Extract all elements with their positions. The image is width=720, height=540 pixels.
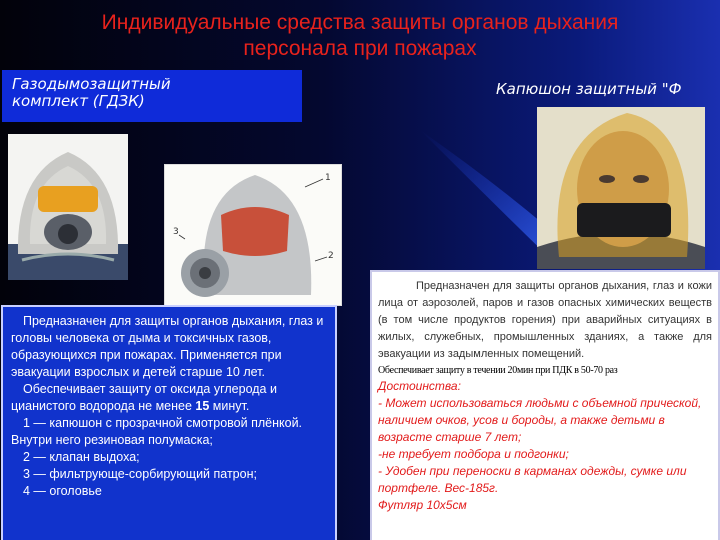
gdzk-description bbox=[1, 305, 337, 540]
title-line-1: Индивидуальные средства защиты органов дыхания bbox=[101, 11, 619, 34]
gdzk-part-1: 1 — капюшон с прозрачной смотровой плёнкой. Внутри него резиновая полумаска; bbox=[11, 416, 303, 447]
hood-advantage-1: - Может использоваться людьми с объемной прической, наличием очков, усов и бороды, а также детьми в возрасте старше 7 лет; bbox=[378, 396, 702, 444]
gdzk-part-2: 2 — клапан выдоха; bbox=[23, 450, 140, 464]
gdzk-protection-unit: минут. bbox=[209, 399, 250, 413]
photo-gdzk-diagram bbox=[164, 164, 342, 306]
gdzk-protection-text: Обеспечивает защиту от оксида углерода и цианистого водорода не менее bbox=[11, 382, 277, 413]
hood-case: Футляр 10х5см bbox=[378, 498, 467, 512]
title-line-2: персонала при пожарах bbox=[243, 37, 477, 60]
label-hood: Капюшон защитный "Ф bbox=[496, 80, 682, 98]
label-gdzk bbox=[2, 70, 302, 122]
gdzk-protection-minutes: 15 bbox=[195, 399, 210, 413]
gdzk-protection bbox=[11, 381, 327, 415]
hood-advantage-2: -не требует подбора и подгонки; bbox=[378, 447, 569, 461]
hood-protection: Обеспечивает защиту в течении 20мин при ПДК в 50-70 раз bbox=[378, 365, 618, 376]
gdzk-purpose: Предназначен для защиты органов дыхания, глаз и головы человека от дыма и токсичных газов, образующихся при пожарах. Применяется при эвакуации взрослых и детей старше 10 лет. bbox=[11, 314, 324, 379]
hood-advantages-title: Достоинства: bbox=[378, 379, 461, 393]
label-gdzk-line-2: комплект (ГДЗК) bbox=[12, 92, 145, 110]
page-title bbox=[0, 10, 720, 62]
photo-hood-person bbox=[537, 107, 705, 269]
callout-1: 1 bbox=[325, 173, 331, 183]
hood-purpose: Предназначен для защиты органов дыхания, глаз и кожи лица от аэрозолей, паров и газов опасных химических веществ (в том числе продуктов горения) при аварийных ситуациях в жилых, служебных, промышленных зданиях, а также для эвакуации из задымленных помещений. bbox=[378, 280, 712, 360]
gdzk-part-4: 4 — оголовье bbox=[23, 484, 102, 498]
label-gdzk-line-1: Газодымозащитный bbox=[12, 75, 171, 93]
photo-gdzk-person bbox=[8, 134, 128, 280]
gdzk-part-3: 3 — фильтрующе-сорбирующий патрон; bbox=[23, 467, 257, 481]
callout-3: 3 bbox=[173, 227, 179, 237]
hood-description bbox=[370, 270, 720, 540]
callout-2: 2 bbox=[328, 251, 334, 261]
hood-advantage-3: - Удобен при переноски в карманах одежды, сумке или портфеле. Вес-185г. bbox=[378, 464, 687, 495]
